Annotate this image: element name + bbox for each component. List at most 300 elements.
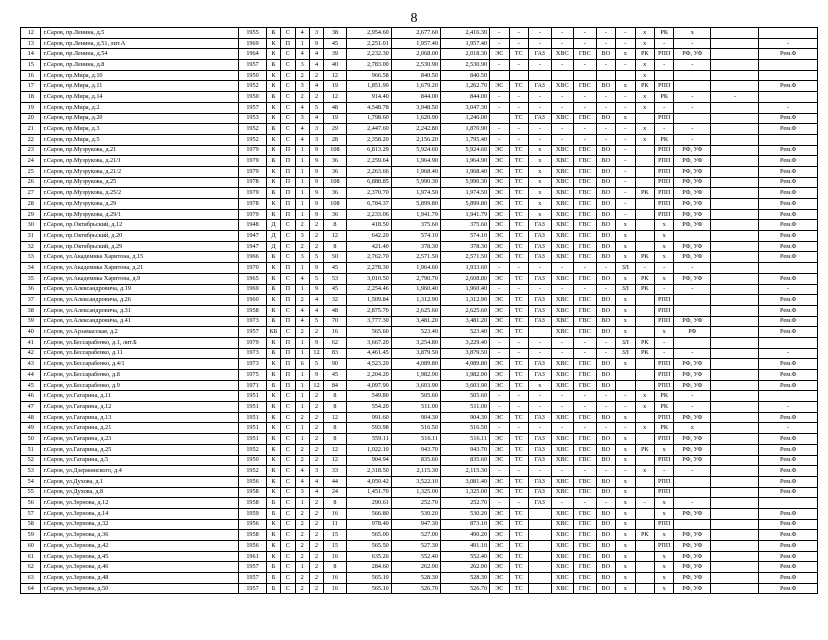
table-row: [21, 166, 818, 177]
table-cell: ХВС: [551, 231, 574, 242]
table-cell: 108: [324, 199, 347, 210]
table-cell: 2: [309, 70, 323, 81]
table-cell: РФ, УФ: [674, 370, 711, 381]
table-cell: 2,259.64: [346, 156, 391, 167]
table-row: [21, 487, 818, 498]
table-cell: -: [616, 177, 635, 188]
table-cell: 252.70: [440, 498, 489, 509]
table-cell: г.Саров, пр.Октябрьский, д.20: [41, 231, 239, 242]
table-cell: РПП: [654, 305, 673, 316]
table-cell: -: [654, 466, 673, 477]
table-cell: [616, 380, 635, 391]
table-cell: 15: [324, 541, 347, 552]
table-cell: -: [616, 166, 635, 177]
table-cell: [551, 70, 574, 81]
table-cell: -: [759, 348, 818, 359]
table-cell: 2: [309, 391, 323, 402]
table-cell: [635, 156, 654, 167]
table-cell: 57: [21, 508, 41, 519]
table-cell: 4: [295, 466, 309, 477]
table-cell: Д: [266, 241, 280, 252]
table-cell: ВО: [596, 551, 615, 562]
table-cell: ВО: [596, 199, 615, 210]
table-cell: 1,960.40: [440, 284, 489, 295]
table-cell: ГВС: [574, 434, 597, 445]
table-cell: -: [509, 134, 528, 145]
table-cell: ЭС: [490, 166, 509, 177]
table-cell: 4: [309, 476, 323, 487]
table-cell: 52: [21, 455, 41, 466]
table-cell: С: [281, 444, 295, 455]
table-cell: 62: [324, 337, 347, 348]
table-cell: 6,784.37: [346, 199, 391, 210]
table-cell: 840.50: [440, 70, 489, 81]
table-cell: 9: [309, 263, 323, 274]
table-cell: -: [596, 102, 615, 113]
table-cell: х: [635, 60, 654, 71]
table-cell: 2: [295, 412, 309, 423]
table-cell: 36: [21, 284, 41, 295]
table-cell: -: [551, 124, 574, 135]
table-row: [21, 337, 818, 348]
table-cell: г.Саров, пр.Музрукова, д.21/2: [41, 166, 239, 177]
table-cell: [529, 530, 552, 541]
table-cell: РФ, УФ: [674, 562, 711, 573]
table-cell: С: [281, 273, 295, 284]
table-cell: -: [574, 348, 597, 359]
table-cell: К: [266, 519, 280, 530]
table-cell: К: [266, 199, 280, 210]
table-cell: -: [490, 284, 509, 295]
table-cell: -: [574, 466, 597, 477]
table-cell: -: [529, 337, 552, 348]
table-cell: -: [551, 102, 574, 113]
table-cell: -: [711, 92, 759, 103]
table-cell: 12: [324, 444, 347, 455]
table-cell: 4: [295, 316, 309, 327]
table-cell: 1: [295, 402, 309, 413]
table-cell: -: [509, 498, 528, 509]
table-cell: 4: [309, 487, 323, 498]
table-cell: 3,879.50: [391, 348, 440, 359]
table-cell: х: [616, 231, 635, 242]
table-cell: х: [635, 402, 654, 413]
table-cell: 3,603.90: [391, 380, 440, 391]
table-cell: ТС: [509, 166, 528, 177]
table-cell: 3: [309, 28, 323, 39]
table-cell: [711, 124, 759, 135]
table-cell: 27: [21, 188, 41, 199]
table-cell: Рем.Ф: [759, 359, 818, 370]
table-cell: 2,263.66: [346, 166, 391, 177]
table-cell: [509, 70, 528, 81]
table-cell: 32: [324, 295, 347, 306]
table-cell: х: [616, 519, 635, 530]
table-row: [21, 583, 818, 594]
table-cell: К: [266, 177, 280, 188]
table-cell: ХВС: [551, 359, 574, 370]
table-cell: 530.20: [440, 508, 489, 519]
table-cell: К: [266, 156, 280, 167]
table-cell: -: [759, 284, 818, 295]
table-cell: 2,018.30: [440, 49, 489, 60]
table-cell: РПП: [654, 476, 673, 487]
table-cell: 2,156.20: [391, 134, 440, 145]
table-cell: [635, 359, 654, 370]
table-cell: х: [616, 81, 635, 92]
table-cell: 2,954.60: [346, 28, 391, 39]
table-cell: 904.30: [391, 412, 440, 423]
table-cell: П: [281, 38, 295, 49]
table-cell: г.Саров, ул.Зернова, д.50: [41, 583, 239, 594]
table-cell: 19: [21, 102, 41, 113]
table-cell: ТС: [509, 273, 528, 284]
table-cell: 33: [21, 252, 41, 263]
table-cell: -: [490, 102, 509, 113]
table-cell: 28: [324, 134, 347, 145]
table-cell: 375.60: [391, 220, 440, 231]
table-cell: 840.50: [391, 70, 440, 81]
table-cell: 873.10: [440, 519, 489, 530]
table-cell: ЭС: [490, 476, 509, 487]
table-cell: 90: [324, 359, 347, 370]
table-cell: [711, 273, 759, 284]
table-cell: 1947: [239, 241, 267, 252]
table-cell: 2,233.06: [346, 209, 391, 220]
table-row: [21, 209, 818, 220]
table-row: [21, 476, 818, 487]
table-cell: [635, 434, 654, 445]
table-cell: [490, 113, 509, 124]
table-cell: К: [266, 455, 280, 466]
table-cell: 1952: [239, 466, 267, 477]
table-cell: П: [281, 145, 295, 156]
table-cell: г.Саров, ул.Зернова, д.36: [41, 530, 239, 541]
table-cell: х: [654, 508, 673, 519]
table-cell: ХВС: [551, 487, 574, 498]
table-cell: [711, 70, 759, 81]
table-cell: г.Саров, пр.Музрукова, д.25/2: [41, 188, 239, 199]
table-cell: 2: [295, 220, 309, 231]
table-cell: 6: [295, 359, 309, 370]
table-cell: -: [574, 337, 597, 348]
table-cell: х: [616, 476, 635, 487]
table-cell: х: [635, 102, 654, 113]
table-cell: ГВС: [574, 519, 597, 530]
table-cell: -: [674, 92, 711, 103]
table-cell: РК: [635, 49, 654, 60]
table-cell: 1971: [239, 380, 267, 391]
table-cell: ХВС: [551, 166, 574, 177]
table-cell: [635, 455, 654, 466]
table-cell: -: [596, 92, 615, 103]
table-cell: 1951: [239, 423, 267, 434]
table-cell: [674, 113, 711, 124]
table-cell: ТС: [509, 573, 528, 584]
table-cell: -: [490, 337, 509, 348]
table-cell: 45: [324, 284, 347, 295]
table-cell: ТС: [509, 295, 528, 306]
table-cell: ВО: [596, 252, 615, 263]
table-cell: ГАЗ: [529, 273, 552, 284]
table-cell: ТС: [509, 519, 528, 530]
table-cell: ГАЗ: [529, 412, 552, 423]
table-cell: Рем.Ф: [759, 273, 818, 284]
table-cell: ЭС: [490, 156, 509, 167]
table-cell: ГАЗ: [529, 434, 552, 445]
table-cell: 2,530.90: [391, 60, 440, 71]
table-cell: 511.00: [440, 402, 489, 413]
table-cell: [635, 519, 654, 530]
table-cell: РПП: [654, 412, 673, 423]
table-cell: -: [574, 124, 597, 135]
table-cell: 50: [21, 434, 41, 445]
table-cell: -: [551, 284, 574, 295]
table-cell: 290.61: [346, 498, 391, 509]
table-cell: С: [281, 466, 295, 477]
table-cell: 1: [295, 209, 309, 220]
table-cell: ХВС: [551, 476, 574, 487]
table-cell: РК: [635, 348, 654, 359]
table-cell: 1: [295, 380, 309, 391]
table-cell: С: [281, 423, 295, 434]
table-cell: 39: [324, 49, 347, 60]
table-cell: ГВС: [574, 81, 597, 92]
table-cell: 1,968.40: [391, 166, 440, 177]
table-cell: г.Саров, пр.Музрукова, д.21/1: [41, 156, 239, 167]
table-cell: -: [616, 124, 635, 135]
table-cell: ЭС: [490, 199, 509, 210]
table-cell: ВО: [596, 476, 615, 487]
table-cell: х: [654, 252, 673, 263]
table-cell: -: [654, 38, 673, 49]
table-cell: 1,798.60: [346, 113, 391, 124]
table-cell: 45: [324, 38, 347, 49]
table-cell: 5,924.60: [391, 145, 440, 156]
table-cell: -: [759, 402, 818, 413]
table-cell: [529, 519, 552, 530]
table-cell: РФ, УФ: [674, 380, 711, 391]
table-cell: х: [654, 273, 673, 284]
table-cell: ВО: [596, 81, 615, 92]
table-cell: -: [509, 124, 528, 135]
table-row: [21, 573, 818, 584]
table-cell: [759, 92, 818, 103]
table-cell: ГАЗ: [529, 370, 552, 381]
table-row: [21, 508, 818, 519]
table-cell: 9: [309, 145, 323, 156]
table-cell: -: [551, 337, 574, 348]
table-cell: х: [529, 177, 552, 188]
table-row: [21, 541, 818, 552]
table-cell: 19: [324, 81, 347, 92]
table-cell: х: [635, 92, 654, 103]
table-cell: -: [551, 348, 574, 359]
table-cell: 33: [324, 466, 347, 477]
table-cell: -: [529, 134, 552, 145]
table-cell: -: [616, 102, 635, 113]
table-cell: 9: [309, 284, 323, 295]
table-cell: 421.40: [346, 241, 391, 252]
table-cell: х: [616, 498, 635, 509]
table-cell: 55: [21, 487, 41, 498]
table-cell: 2: [309, 530, 323, 541]
table-cell: 58: [21, 519, 41, 530]
table-cell: -: [616, 391, 635, 402]
table-cell: [674, 305, 711, 316]
table-cell: С: [281, 562, 295, 573]
table-cell: ГАЗ: [529, 231, 552, 242]
table-cell: ЭС: [490, 241, 509, 252]
table-cell: -: [674, 284, 711, 295]
table-cell: [635, 370, 654, 381]
table-cell: РФ, УФ: [674, 434, 711, 445]
table-cell: ГВС: [574, 487, 597, 498]
table-cell: -: [490, 263, 509, 274]
table-cell: РФ, УФ: [674, 49, 711, 60]
table-cell: 1: [295, 391, 309, 402]
table-cell: [635, 327, 654, 338]
table-cell: 3,948.50: [391, 102, 440, 113]
table-cell: 1950: [239, 92, 267, 103]
table-cell: П: [281, 284, 295, 295]
table-cell: [711, 145, 759, 156]
table-cell: РФ, УФ: [674, 412, 711, 423]
table-row: [21, 519, 818, 530]
table-cell: 505.60: [440, 391, 489, 402]
table-cell: РК: [635, 284, 654, 295]
table-cell: ЭС: [490, 370, 509, 381]
table-cell: РФ, УФ: [674, 273, 711, 284]
table-cell: ГВС: [574, 530, 597, 541]
table-cell: 38: [324, 28, 347, 39]
table-cell: [711, 134, 759, 145]
table-cell: [711, 241, 759, 252]
table-cell: 53: [324, 273, 347, 284]
table-cell: х: [616, 508, 635, 519]
table-cell: [635, 305, 654, 316]
table-cell: 36: [324, 209, 347, 220]
table-cell: РПП: [654, 359, 673, 370]
table-cell: РПП: [654, 113, 673, 124]
table-cell: 11: [324, 519, 347, 530]
table-cell: 511.00: [391, 402, 440, 413]
table-cell: 2,068.00: [391, 49, 440, 60]
table-row: [21, 562, 818, 573]
table-cell: х: [616, 455, 635, 466]
page-number: 8: [410, 11, 418, 26]
table-cell: РПП: [654, 487, 673, 498]
table-cell: 4,461.45: [346, 348, 391, 359]
table-cell: ВО: [596, 220, 615, 231]
table-cell: П: [281, 295, 295, 306]
table-cell: -: [574, 60, 597, 71]
table-cell: -: [574, 102, 597, 113]
table-cell: [711, 466, 759, 477]
table-cell: ХВС: [551, 49, 574, 60]
table-cell: 3,254.80: [391, 337, 440, 348]
table-cell: К: [266, 412, 280, 423]
table-cell: г.Саров, пр.Мира, д.11: [41, 81, 239, 92]
table-cell: К: [266, 102, 280, 113]
table-cell: г.Саров, ул.Дзержинского, д.4: [41, 466, 239, 477]
table-cell: -: [509, 60, 528, 71]
table-cell: ХВС: [551, 273, 574, 284]
table-cell: 5,899.80: [440, 199, 489, 210]
table-cell: 56: [21, 498, 41, 509]
table-cell: г.Саров, пр.Мира, д.20: [41, 113, 239, 124]
table-cell: К: [266, 252, 280, 263]
table-cell: х: [654, 327, 673, 338]
table-cell: [596, 70, 615, 81]
table-cell: ВО: [596, 562, 615, 573]
table-cell: К: [266, 28, 280, 39]
table-cell: С: [281, 113, 295, 124]
table-cell: 1,933.60: [440, 263, 489, 274]
table-cell: ТС: [509, 434, 528, 445]
table-cell: 4: [295, 476, 309, 487]
table-cell: г.Саров, пр.Октябрьский, д.12: [41, 220, 239, 231]
table-cell: -: [674, 348, 711, 359]
table-cell: 2,416.30: [440, 28, 489, 39]
table-cell: ТС: [509, 316, 528, 327]
table-cell: 3: [309, 124, 323, 135]
table-cell: г.Саров, пр.Ленина, д.5: [41, 28, 239, 39]
table-cell: 1,968.40: [440, 166, 489, 177]
table-cell: ВО: [596, 573, 615, 584]
table-cell: -: [490, 92, 509, 103]
table-cell: 16: [324, 583, 347, 594]
table-cell: ТС: [509, 508, 528, 519]
table-row: [21, 348, 818, 359]
table-cell: -: [596, 337, 615, 348]
table-cell: 40: [21, 327, 41, 338]
table-cell: Рем.Ф: [759, 49, 818, 60]
table-cell: -: [674, 391, 711, 402]
table-cell: РПП: [654, 145, 673, 156]
table-cell: 1: [295, 199, 309, 210]
table-cell: 2: [309, 423, 323, 434]
table-cell: 2: [295, 295, 309, 306]
table-cell: -: [509, 402, 528, 413]
table-cell: х: [529, 145, 552, 156]
table-cell: [711, 220, 759, 231]
table-cell: ГВС: [574, 541, 597, 552]
table-cell: 3: [295, 113, 309, 124]
table-cell: 1: [295, 38, 309, 49]
table-cell: П: [281, 380, 295, 391]
table-cell: х: [635, 28, 654, 39]
table-cell: 1958: [239, 530, 267, 541]
table-cell: С: [281, 28, 295, 39]
table-cell: -: [674, 263, 711, 274]
table-cell: г.Саров, ул.Гагарина, д.5: [41, 455, 239, 466]
table-cell: ЭС: [490, 145, 509, 156]
table-cell: [674, 519, 711, 530]
table-cell: 16: [324, 573, 347, 584]
table-cell: 9: [309, 177, 323, 188]
table-cell: 1,246.00: [440, 113, 489, 124]
table-cell: П: [281, 359, 295, 370]
table-cell: ЭС: [490, 562, 509, 573]
table-cell: ТС: [509, 412, 528, 423]
table-cell: -: [509, 263, 528, 274]
table-cell: -: [574, 402, 597, 413]
table-cell: ЭС: [490, 252, 509, 263]
table-cell: х: [616, 562, 635, 573]
table-cell: 3: [295, 231, 309, 242]
table-cell: 61: [21, 551, 41, 562]
